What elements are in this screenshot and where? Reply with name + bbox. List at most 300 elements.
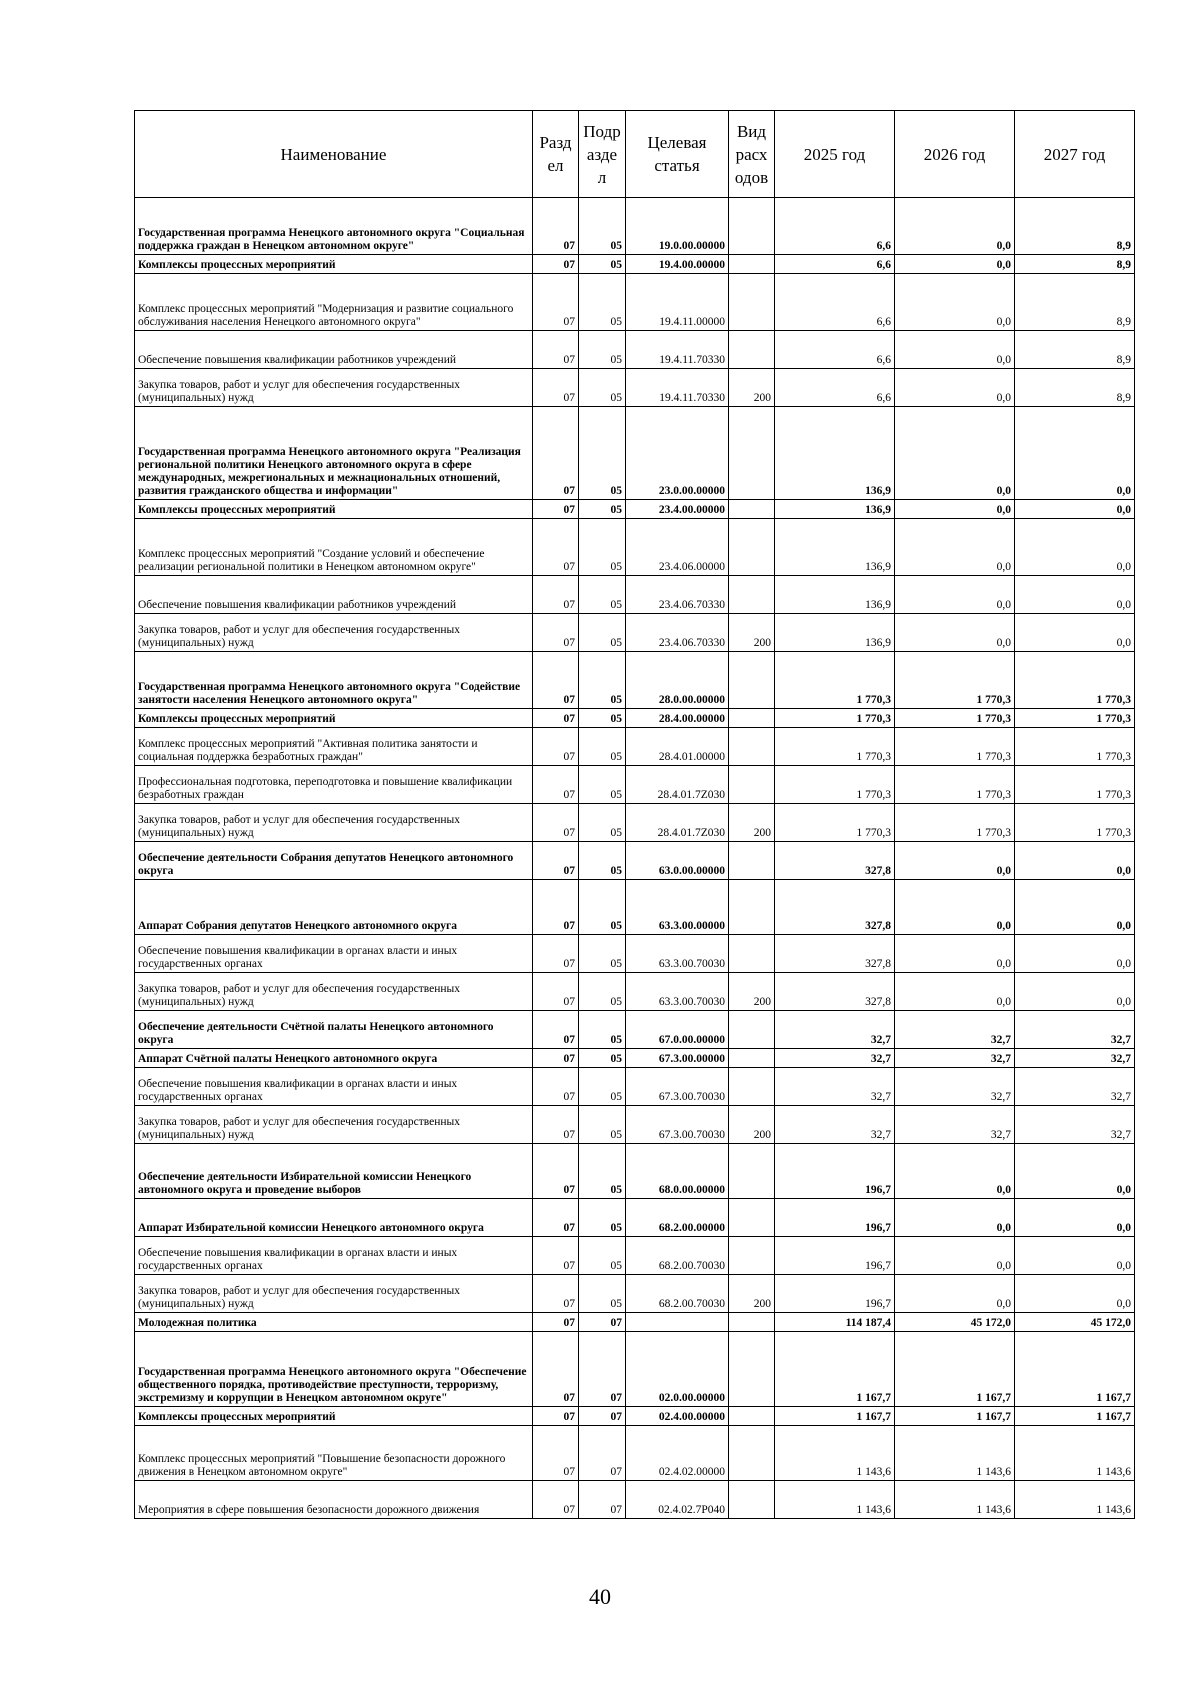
cell-2027: 0,0 — [1015, 576, 1135, 614]
cell-2026: 0,0 — [895, 369, 1015, 407]
table-row — [135, 973, 1135, 1011]
cell-target-article: 23.0.00.00000 — [626, 407, 729, 500]
table-row — [135, 407, 1135, 500]
cell-subsection: 05 — [579, 274, 626, 331]
cell-2026: 0,0 — [895, 973, 1015, 1011]
cell-name: Комплекс процессных мероприятий "Повышение безопасности дорожного движения в Ненецком автономном округе" — [135, 1426, 533, 1481]
cell-section: 07 — [533, 1199, 579, 1237]
cell-section: 07 — [533, 369, 579, 407]
cell-subsection: 05 — [579, 198, 626, 255]
cell-target-article: 23.4.06.00000 — [626, 519, 729, 576]
cell-expense-kind: 200 — [729, 804, 775, 842]
cell-target-article: 63.3.00.70030 — [626, 973, 729, 1011]
cell-name: Комплексы процессных мероприятий — [135, 1407, 533, 1426]
table-body — [135, 198, 1135, 1519]
cell-2025: 1 770,3 — [775, 728, 895, 766]
table-row — [135, 1332, 1135, 1407]
table-row — [135, 519, 1135, 576]
cell-2025: 136,9 — [775, 519, 895, 576]
cell-2025: 136,9 — [775, 576, 895, 614]
cell-subsection: 05 — [579, 766, 626, 804]
cell-2025: 1 167,7 — [775, 1332, 895, 1407]
cell-2026: 1 167,7 — [895, 1407, 1015, 1426]
cell-expense-kind — [729, 1199, 775, 1237]
cell-target-article: 28.0.00.00000 — [626, 652, 729, 709]
cell-section: 07 — [533, 1313, 579, 1332]
table-row — [135, 274, 1135, 331]
cell-2026: 0,0 — [895, 1237, 1015, 1275]
cell-2027: 32,7 — [1015, 1011, 1135, 1049]
header-year-2027: 2027 год — [1015, 111, 1135, 198]
table-row — [135, 1275, 1135, 1313]
cell-section: 07 — [533, 1237, 579, 1275]
cell-expense-kind — [729, 842, 775, 880]
cell-2026: 0,0 — [895, 935, 1015, 973]
cell-target-article: 02.4.02.7Р040 — [626, 1481, 729, 1519]
cell-2026: 32,7 — [895, 1106, 1015, 1144]
cell-2027: 0,0 — [1015, 407, 1135, 500]
cell-section: 07 — [533, 652, 579, 709]
cell-name: Комплексы процессных мероприятий — [135, 709, 533, 728]
cell-expense-kind — [729, 274, 775, 331]
cell-section: 07 — [533, 1275, 579, 1313]
table-row — [135, 576, 1135, 614]
cell-name: Государственная программа Ненецкого автономного округа "Обеспечение общественного порядка, противодействие преступности, терроризму, экстремизму и коррупции в Ненецком автономном округе" — [135, 1332, 533, 1407]
cell-subsection: 07 — [579, 1481, 626, 1519]
cell-2025: 196,7 — [775, 1144, 895, 1199]
cell-subsection: 05 — [579, 576, 626, 614]
cell-subsection: 07 — [579, 1426, 626, 1481]
cell-section: 07 — [533, 255, 579, 274]
cell-target-article — [626, 1313, 729, 1332]
cell-target-article: 28.4.00.00000 — [626, 709, 729, 728]
cell-2025: 327,8 — [775, 973, 895, 1011]
cell-section: 07 — [533, 1049, 579, 1068]
cell-name: Закупка товаров, работ и услуг для обеспечения государственных (муниципальных) нужд — [135, 1275, 533, 1313]
cell-2025: 1 167,7 — [775, 1407, 895, 1426]
cell-target-article: 19.4.11.00000 — [626, 274, 729, 331]
cell-name: Государственная программа Ненецкого автономного округа "Содействие занятости населения Ненецкого автономного округа" — [135, 652, 533, 709]
cell-2027: 8,9 — [1015, 369, 1135, 407]
cell-name: Аппарат Счётной палаты Ненецкого автономного округа — [135, 1049, 533, 1068]
cell-name: Мероприятия в сфере повышения безопасности дорожного движения — [135, 1481, 533, 1519]
cell-section: 07 — [533, 728, 579, 766]
cell-2025: 6,6 — [775, 369, 895, 407]
cell-expense-kind — [729, 1426, 775, 1481]
cell-2027: 1 770,3 — [1015, 709, 1135, 728]
cell-expense-kind: 200 — [729, 369, 775, 407]
cell-2026: 0,0 — [895, 519, 1015, 576]
cell-2025: 136,9 — [775, 614, 895, 652]
cell-section: 07 — [533, 880, 579, 935]
cell-2026: 0,0 — [895, 1144, 1015, 1199]
cell-expense-kind — [729, 1049, 775, 1068]
cell-expense-kind — [729, 576, 775, 614]
cell-expense-kind — [729, 198, 775, 255]
cell-expense-kind — [729, 500, 775, 519]
cell-section: 07 — [533, 1011, 579, 1049]
cell-target-article: 19.4.11.70330 — [626, 369, 729, 407]
cell-subsection: 05 — [579, 973, 626, 1011]
cell-target-article: 28.4.01.7Z030 — [626, 766, 729, 804]
cell-section: 07 — [533, 1407, 579, 1426]
cell-subsection: 05 — [579, 519, 626, 576]
cell-2025: 1 770,3 — [775, 652, 895, 709]
cell-subsection: 05 — [579, 331, 626, 369]
table-row — [135, 1068, 1135, 1106]
cell-subsection: 05 — [579, 652, 626, 709]
cell-2026: 45 172,0 — [895, 1313, 1015, 1332]
cell-2026: 1 770,3 — [895, 728, 1015, 766]
cell-name: Комплекс процессных мероприятий "Создание условий и обеспечение реализации региональной политики в Ненецком автономном округе" — [135, 519, 533, 576]
cell-2025: 196,7 — [775, 1199, 895, 1237]
cell-2027: 8,9 — [1015, 198, 1135, 255]
cell-2027: 0,0 — [1015, 1237, 1135, 1275]
cell-target-article: 23.4.06.70330 — [626, 614, 729, 652]
cell-name: Молодежная политика — [135, 1313, 533, 1332]
cell-2026: 32,7 — [895, 1068, 1015, 1106]
cell-target-article: 28.4.01.7Z030 — [626, 804, 729, 842]
cell-2026: 0,0 — [895, 576, 1015, 614]
cell-target-article: 19.4.11.70330 — [626, 331, 729, 369]
cell-expense-kind — [729, 1332, 775, 1407]
cell-2025: 6,6 — [775, 274, 895, 331]
cell-name: Комплексы процессных мероприятий — [135, 255, 533, 274]
cell-2027: 0,0 — [1015, 519, 1135, 576]
cell-name: Обеспечение повышения квалификации в органах власти и иных государственных органах — [135, 935, 533, 973]
cell-name: Закупка товаров, работ и услуг для обеспечения государственных (муниципальных) нужд — [135, 369, 533, 407]
cell-expense-kind — [729, 652, 775, 709]
cell-target-article: 19.0.00.00000 — [626, 198, 729, 255]
cell-name: Обеспечение повышения квалификации в органах власти и иных государственных органах — [135, 1237, 533, 1275]
cell-subsection: 05 — [579, 255, 626, 274]
cell-expense-kind — [729, 519, 775, 576]
cell-expense-kind: 200 — [729, 614, 775, 652]
cell-2025: 1 770,3 — [775, 766, 895, 804]
cell-2027: 0,0 — [1015, 614, 1135, 652]
cell-name: Закупка товаров, работ и услуг для обеспечения государственных (муниципальных) нужд — [135, 804, 533, 842]
cell-name: Обеспечение деятельности Счётной палаты Ненецкого автономного округа — [135, 1011, 533, 1049]
cell-target-article: 63.3.00.00000 — [626, 880, 729, 935]
cell-section: 07 — [533, 407, 579, 500]
cell-target-article: 23.4.00.00000 — [626, 500, 729, 519]
page-number: 40 — [589, 1584, 611, 1609]
cell-subsection: 05 — [579, 1237, 626, 1275]
cell-section: 07 — [533, 614, 579, 652]
header-name: Наименование — [135, 111, 533, 198]
cell-target-article: 67.3.00.70030 — [626, 1106, 729, 1144]
cell-2025: 32,7 — [775, 1011, 895, 1049]
cell-section: 07 — [533, 331, 579, 369]
cell-2026: 0,0 — [895, 255, 1015, 274]
cell-subsection: 05 — [579, 728, 626, 766]
cell-name: Обеспечение повышения квалификации работников учреждений — [135, 576, 533, 614]
cell-expense-kind — [729, 935, 775, 973]
cell-subsection: 05 — [579, 1144, 626, 1199]
cell-name: Комплекс процессных мероприятий "Активная политика занятости и социальная поддержка безработных граждан" — [135, 728, 533, 766]
cell-2026: 32,7 — [895, 1011, 1015, 1049]
cell-name: Закупка товаров, работ и услуг для обеспечения государственных (муниципальных) нужд — [135, 614, 533, 652]
cell-expense-kind — [729, 728, 775, 766]
cell-2027: 1 770,3 — [1015, 652, 1135, 709]
table-row — [135, 1106, 1135, 1144]
table-row — [135, 1049, 1135, 1068]
cell-2027: 1 143,6 — [1015, 1481, 1135, 1519]
cell-name: Обеспечение повышения квалификации работников учреждений — [135, 331, 533, 369]
cell-2026: 0,0 — [895, 1275, 1015, 1313]
cell-2027: 0,0 — [1015, 842, 1135, 880]
cell-2025: 1 770,3 — [775, 804, 895, 842]
cell-2025: 32,7 — [775, 1106, 895, 1144]
cell-target-article: 23.4.06.70330 — [626, 576, 729, 614]
cell-2025: 1 143,6 — [775, 1481, 895, 1519]
cell-2026: 0,0 — [895, 407, 1015, 500]
cell-2025: 1 143,6 — [775, 1426, 895, 1481]
cell-target-article: 68.2.00.00000 — [626, 1199, 729, 1237]
cell-name: Государственная программа Ненецкого автономного округа "Социальная поддержка граждан в Ненецком автономном округе" — [135, 198, 533, 255]
table-row — [135, 614, 1135, 652]
header-section: Разд ел — [533, 111, 579, 198]
cell-target-article: 02.4.00.00000 — [626, 1407, 729, 1426]
cell-expense-kind — [729, 255, 775, 274]
cell-2027: 1 770,3 — [1015, 728, 1135, 766]
cell-subsection: 07 — [579, 1313, 626, 1332]
table-row — [135, 880, 1135, 935]
cell-2027: 32,7 — [1015, 1049, 1135, 1068]
cell-section: 07 — [533, 1144, 579, 1199]
cell-2027: 0,0 — [1015, 1199, 1135, 1237]
cell-2027: 0,0 — [1015, 973, 1135, 1011]
table-row — [135, 1313, 1135, 1332]
cell-2026: 1 167,7 — [895, 1332, 1015, 1407]
cell-2025: 196,7 — [775, 1237, 895, 1275]
cell-subsection: 05 — [579, 1275, 626, 1313]
cell-expense-kind: 200 — [729, 973, 775, 1011]
table-row — [135, 198, 1135, 255]
cell-name: Закупка товаров, работ и услуг для обеспечения государственных (муниципальных) нужд — [135, 1106, 533, 1144]
budget-table — [134, 110, 1135, 1519]
cell-2025: 196,7 — [775, 1275, 895, 1313]
table-header-row — [135, 111, 1135, 198]
cell-target-article: 67.3.00.00000 — [626, 1049, 729, 1068]
cell-name: Государственная программа Ненецкого автономного округа "Реализация региональной политики Ненецкого автономного округа в сфере международных, межрегиональных и межнациональных отношений, развития гражданского общества и информации" — [135, 407, 533, 500]
cell-2025: 136,9 — [775, 407, 895, 500]
cell-subsection: 05 — [579, 1011, 626, 1049]
cell-target-article: 19.4.00.00000 — [626, 255, 729, 274]
cell-2027: 0,0 — [1015, 1275, 1135, 1313]
cell-2025: 1 770,3 — [775, 709, 895, 728]
cell-section: 07 — [533, 519, 579, 576]
cell-2025: 327,8 — [775, 880, 895, 935]
cell-target-article: 63.3.00.70030 — [626, 935, 729, 973]
table-row — [135, 1011, 1135, 1049]
cell-target-article: 68.2.00.70030 — [626, 1275, 729, 1313]
table-row — [135, 1237, 1135, 1275]
cell-2025: 6,6 — [775, 331, 895, 369]
cell-target-article: 68.0.00.00000 — [626, 1144, 729, 1199]
cell-expense-kind: 200 — [729, 1106, 775, 1144]
cell-target-article: 28.4.01.00000 — [626, 728, 729, 766]
cell-2025: 6,6 — [775, 255, 895, 274]
cell-subsection: 05 — [579, 1199, 626, 1237]
cell-section: 07 — [533, 1068, 579, 1106]
cell-2026: 1 770,3 — [895, 804, 1015, 842]
table-row — [135, 652, 1135, 709]
cell-name: Обеспечение повышения квалификации в органах власти и иных государственных органах — [135, 1068, 533, 1106]
cell-subsection: 05 — [579, 1106, 626, 1144]
cell-subsection: 05 — [579, 500, 626, 519]
cell-2027: 32,7 — [1015, 1106, 1135, 1144]
cell-2027: 0,0 — [1015, 935, 1135, 973]
cell-subsection: 05 — [579, 614, 626, 652]
cell-2025: 114 187,4 — [775, 1313, 895, 1332]
cell-2025: 32,7 — [775, 1049, 895, 1068]
header-year-2026: 2026 год — [895, 111, 1015, 198]
cell-2027: 1 143,6 — [1015, 1426, 1135, 1481]
cell-name: Закупка товаров, работ и услуг для обеспечения государственных (муниципальных) нужд — [135, 973, 533, 1011]
cell-subsection: 05 — [579, 935, 626, 973]
cell-expense-kind — [729, 709, 775, 728]
header-subsection: Подр азде л — [579, 111, 626, 198]
cell-expense-kind — [729, 1481, 775, 1519]
cell-section: 07 — [533, 1106, 579, 1144]
cell-name: Обеспечение деятельности Избирательной комиссии Ненецкого автономного округа и проведение выборов — [135, 1144, 533, 1199]
cell-section: 07 — [533, 576, 579, 614]
table-row — [135, 331, 1135, 369]
cell-2027: 1 770,3 — [1015, 804, 1135, 842]
cell-2026: 0,0 — [895, 614, 1015, 652]
cell-subsection: 05 — [579, 880, 626, 935]
cell-2025: 32,7 — [775, 1068, 895, 1106]
cell-expense-kind: 200 — [729, 1275, 775, 1313]
table-row — [135, 804, 1135, 842]
cell-subsection: 05 — [579, 407, 626, 500]
cell-subsection: 07 — [579, 1332, 626, 1407]
cell-target-article: 67.0.00.00000 — [626, 1011, 729, 1049]
cell-name: Аппарат Собрания депутатов Ненецкого автономного округа — [135, 880, 533, 935]
cell-2025: 136,9 — [775, 500, 895, 519]
cell-expense-kind — [729, 1011, 775, 1049]
cell-2026: 0,0 — [895, 500, 1015, 519]
cell-2026: 1 770,3 — [895, 766, 1015, 804]
cell-subsection: 05 — [579, 842, 626, 880]
cell-target-article: 02.4.02.00000 — [626, 1426, 729, 1481]
cell-2026: 0,0 — [895, 1199, 1015, 1237]
cell-section: 07 — [533, 935, 579, 973]
cell-2026: 1 143,6 — [895, 1481, 1015, 1519]
cell-2027: 0,0 — [1015, 1144, 1135, 1199]
cell-target-article: 02.0.00.00000 — [626, 1332, 729, 1407]
table-row — [135, 709, 1135, 728]
cell-2027: 8,9 — [1015, 274, 1135, 331]
cell-2026: 0,0 — [895, 842, 1015, 880]
cell-2026: 0,0 — [895, 198, 1015, 255]
cell-2025: 6,6 — [775, 198, 895, 255]
table-row — [135, 935, 1135, 973]
cell-2025: 327,8 — [775, 842, 895, 880]
cell-section: 07 — [533, 766, 579, 804]
cell-expense-kind — [729, 1407, 775, 1426]
table-row — [135, 1144, 1135, 1199]
cell-section: 07 — [533, 973, 579, 1011]
header-year-2025: 2025 год — [775, 111, 895, 198]
cell-expense-kind — [729, 1313, 775, 1332]
cell-expense-kind — [729, 1144, 775, 1199]
cell-name: Комплекс процессных мероприятий "Модернизация и развитие социального обслуживания населения Ненецкого автономного округа" — [135, 274, 533, 331]
cell-section: 07 — [533, 1332, 579, 1407]
table-row — [135, 369, 1135, 407]
cell-section: 07 — [533, 500, 579, 519]
table-row — [135, 1407, 1135, 1426]
cell-2027: 0,0 — [1015, 880, 1135, 935]
cell-subsection: 05 — [579, 709, 626, 728]
cell-section: 07 — [533, 804, 579, 842]
cell-2027: 8,9 — [1015, 255, 1135, 274]
cell-expense-kind — [729, 331, 775, 369]
cell-subsection: 05 — [579, 369, 626, 407]
header-target-article: Целевая статья — [626, 111, 729, 198]
cell-2027: 32,7 — [1015, 1068, 1135, 1106]
cell-expense-kind — [729, 1068, 775, 1106]
cell-2027: 1 167,7 — [1015, 1332, 1135, 1407]
cell-subsection: 05 — [579, 804, 626, 842]
header-expense-kind: Вид расх одов — [729, 111, 775, 198]
table-row — [135, 255, 1135, 274]
cell-name: Аппарат Избирательной комиссии Ненецкого автономного округа — [135, 1199, 533, 1237]
table-row — [135, 1199, 1135, 1237]
cell-2025: 327,8 — [775, 935, 895, 973]
table-row — [135, 766, 1135, 804]
cell-2027: 0,0 — [1015, 500, 1135, 519]
cell-name: Комплексы процессных мероприятий — [135, 500, 533, 519]
cell-subsection: 05 — [579, 1068, 626, 1106]
cell-2026: 0,0 — [895, 331, 1015, 369]
cell-expense-kind — [729, 1237, 775, 1275]
cell-section: 07 — [533, 1426, 579, 1481]
cell-section: 07 — [533, 198, 579, 255]
cell-2026: 0,0 — [895, 880, 1015, 935]
cell-2026: 32,7 — [895, 1049, 1015, 1068]
table-row — [135, 500, 1135, 519]
cell-section: 07 — [533, 1481, 579, 1519]
cell-expense-kind — [729, 407, 775, 500]
table-row — [135, 1426, 1135, 1481]
cell-section: 07 — [533, 274, 579, 331]
cell-2027: 1 770,3 — [1015, 766, 1135, 804]
table-row — [135, 842, 1135, 880]
cell-subsection: 05 — [579, 1049, 626, 1068]
cell-2027: 1 167,7 — [1015, 1407, 1135, 1426]
cell-2027: 8,9 — [1015, 331, 1135, 369]
table-row — [135, 728, 1135, 766]
cell-section: 07 — [533, 709, 579, 728]
cell-2026: 0,0 — [895, 274, 1015, 331]
cell-target-article: 67.3.00.70030 — [626, 1068, 729, 1106]
cell-2026: 1 770,3 — [895, 709, 1015, 728]
cell-2027: 45 172,0 — [1015, 1313, 1135, 1332]
cell-section: 07 — [533, 842, 579, 880]
cell-2026: 1 143,6 — [895, 1426, 1015, 1481]
cell-subsection: 07 — [579, 1407, 626, 1426]
cell-2026: 1 770,3 — [895, 652, 1015, 709]
cell-expense-kind — [729, 766, 775, 804]
cell-target-article: 68.2.00.70030 — [626, 1237, 729, 1275]
cell-name: Обеспечение деятельности Собрания депутатов Ненецкого автономного округа — [135, 842, 533, 880]
cell-target-article: 63.0.00.00000 — [626, 842, 729, 880]
table-row — [135, 1481, 1135, 1519]
cell-expense-kind — [729, 880, 775, 935]
cell-name: Профессиональная подготовка, переподготовка и повышение квалификации безработных граждан — [135, 766, 533, 804]
